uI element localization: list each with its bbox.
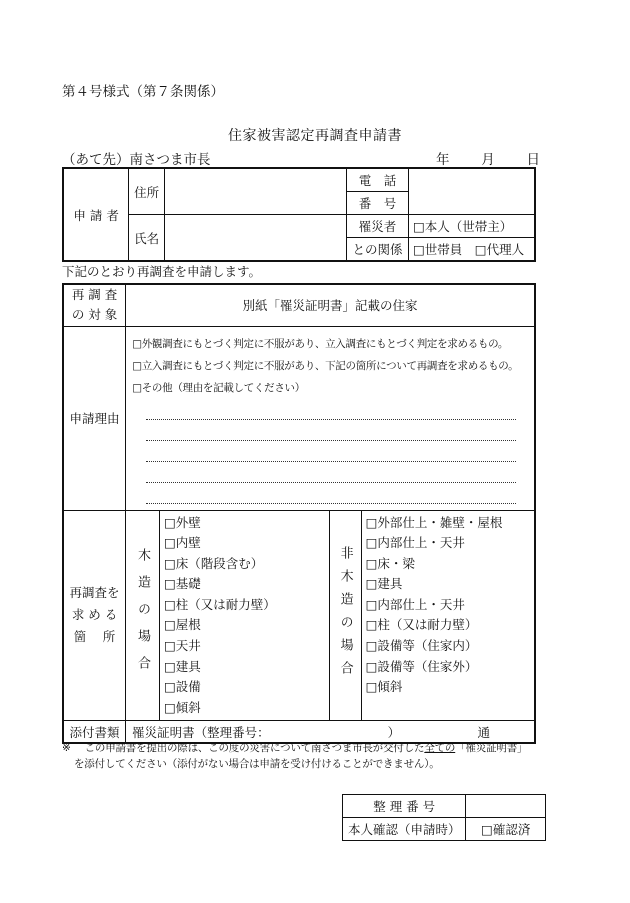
- date-field[interactable]: [436, 148, 540, 168]
- note-line-1: [62, 740, 542, 756]
- wooden-label-cell: [126, 510, 160, 721]
- reason-block: [126, 326, 535, 510]
- note-text-1: この申請書を提出の際は、この度の災害について南さつま市長が交付した: [84, 742, 425, 754]
- nonwooden-item[interactable]: □外部仕上・雑壁・屋根: [365, 514, 503, 530]
- wooden-item[interactable]: □傾斜: [163, 699, 201, 715]
- target-value: 別紙「罹災証明書」記載の住家: [126, 284, 535, 326]
- date-year-label: 年: [436, 152, 450, 168]
- reason-line[interactable]: [146, 399, 516, 420]
- wooden-label: 木造の場合: [135, 547, 151, 683]
- target-label-line-2: の 対 象: [71, 307, 118, 323]
- date-month-label: 月: [481, 152, 495, 168]
- request-table: [62, 283, 536, 744]
- nonwooden-item[interactable]: □設備等（住家内）: [365, 638, 478, 654]
- addressee: （あて先）南さつま市長: [62, 152, 211, 168]
- name-field[interactable]: [165, 215, 347, 262]
- target-label: [63, 284, 126, 326]
- phone-field[interactable]: [408, 168, 535, 215]
- wooden-item[interactable]: □天井: [163, 638, 201, 654]
- page-title: 住家被害認定再調査申請書: [228, 128, 402, 144]
- note: [62, 740, 542, 772]
- attachments-text: 罹災証明書（整理番号：: [132, 724, 270, 740]
- nonwooden-label: 非木造の場合: [337, 546, 353, 685]
- identity-confirm-label: 本人確認（申請時）: [343, 818, 466, 841]
- lead-text: 下記のとおり再調査を申請します。: [62, 264, 262, 279]
- address-label: 住所: [129, 168, 165, 215]
- nonwooden-item[interactable]: □床・梁: [365, 555, 415, 571]
- identity-confirm-checkbox[interactable]: □確認済: [466, 818, 546, 841]
- applicant-table: [62, 167, 536, 262]
- phone-label-1: 電 話: [347, 168, 409, 192]
- note-underlined: 全ての: [424, 742, 456, 754]
- reason-line[interactable]: [146, 483, 516, 504]
- locations-label-line-3: 箇 所: [73, 629, 116, 645]
- reason-option-other[interactable]: □その他（理由を記載してください）: [132, 381, 305, 394]
- wooden-item[interactable]: □床（階段含む）: [163, 555, 264, 571]
- note-line-2: を添付してください（添付がない場合は申請を受け付けることができません）。: [74, 758, 440, 770]
- locations-label-line-1: 再調査を: [69, 585, 120, 601]
- reference-number-field[interactable]: [466, 795, 546, 818]
- form-id: 第４号様式（第７条関係）: [62, 84, 224, 100]
- relation-label-1: 罹災者: [347, 215, 409, 238]
- locations-label-line-2: 求 め る: [71, 607, 118, 623]
- reason-option-exterior[interactable]: □外観調査にもとづく判定に不服があり、立入調査にもとづく判定を求めるもの。: [132, 337, 509, 350]
- nonwooden-item[interactable]: □傾斜: [365, 679, 403, 695]
- reason-line[interactable]: [146, 462, 516, 483]
- applicant-label: 申 請 者: [63, 168, 129, 261]
- reason-line[interactable]: [146, 420, 516, 441]
- locations-label: [63, 510, 126, 721]
- attachments-label: 添付書類: [63, 721, 126, 743]
- wooden-item[interactable]: □屋根: [163, 617, 201, 633]
- reason-line[interactable]: [146, 441, 516, 462]
- phone-label-2: 番 号: [347, 192, 409, 215]
- wooden-item[interactable]: □基礎: [163, 576, 201, 592]
- attachments-close-paren: ）: [387, 724, 401, 740]
- name-label: 氏名: [129, 215, 165, 262]
- note-text-1b: 「罹災証明書」: [455, 742, 528, 754]
- nonwooden-label-cell: [329, 510, 361, 721]
- nonwooden-item[interactable]: □設備等（住家外）: [365, 658, 478, 674]
- wooden-items: [159, 510, 329, 721]
- date-day-label: 日: [526, 152, 540, 168]
- reason-option-interior[interactable]: □立入調査にもとづく判定に不服があり、下記の箇所について再調査を求めるもの。: [132, 359, 519, 372]
- wooden-item[interactable]: □建具: [163, 658, 201, 674]
- address-field[interactable]: [165, 168, 347, 215]
- target-label-line-1: 再 調 査: [71, 287, 118, 303]
- relation-option-self[interactable]: □本人（世帯主）: [408, 215, 535, 238]
- wooden-item[interactable]: □内壁: [163, 535, 201, 551]
- nonwooden-item[interactable]: □建具: [365, 576, 403, 592]
- wooden-item[interactable]: □外壁: [163, 514, 201, 530]
- note-mark: ※: [62, 742, 71, 754]
- wooden-item[interactable]: □設備: [163, 679, 201, 695]
- nonwooden-item[interactable]: □柱（又は耐力壁）: [365, 617, 478, 633]
- reference-number-label: 整 理 番 号: [343, 795, 466, 818]
- wooden-item[interactable]: □柱（又は耐力壁）: [163, 596, 276, 612]
- relation-option-member-agent[interactable]: □世帯員 □代理人: [408, 238, 535, 262]
- relation-label-2: との関係: [347, 238, 409, 262]
- nonwooden-items: [361, 510, 535, 721]
- nonwooden-item[interactable]: □内部仕上・天井: [365, 596, 465, 612]
- attachments-count-unit: 通: [477, 724, 490, 740]
- nonwooden-item[interactable]: □内部仕上・天井: [365, 535, 465, 551]
- reason-label: 申請理由: [63, 326, 126, 510]
- office-table: [342, 794, 546, 841]
